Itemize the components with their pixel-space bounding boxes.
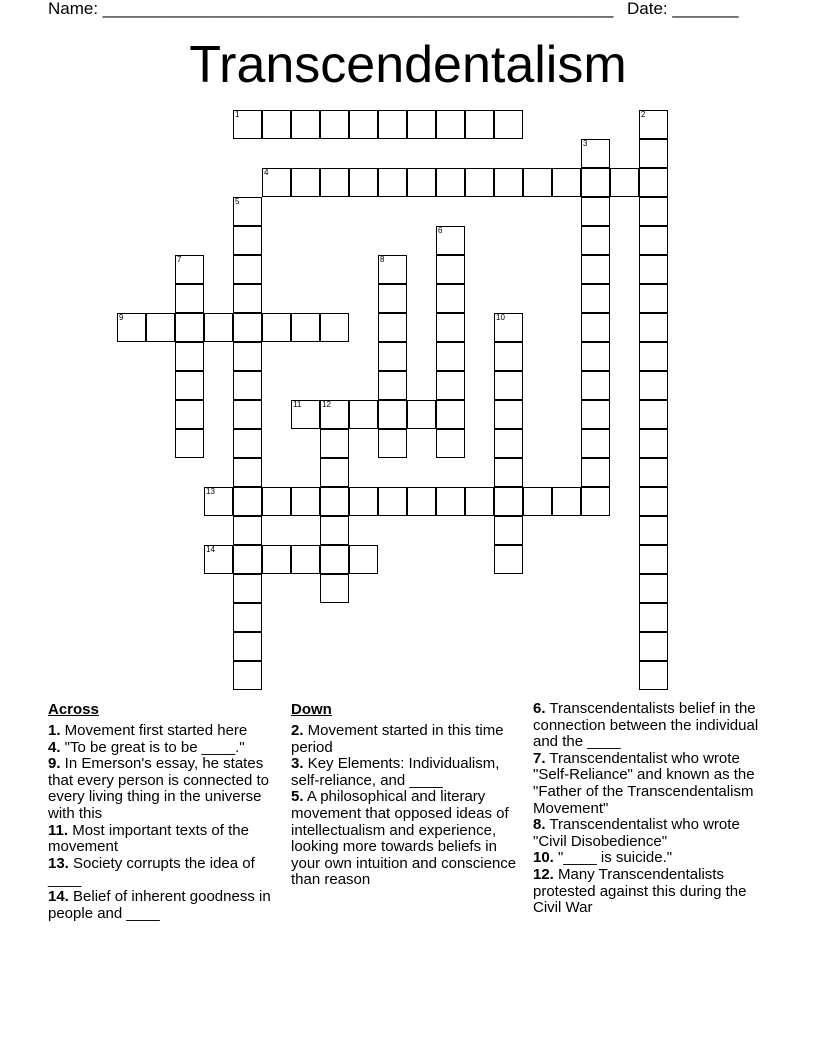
grid-cell[interactable]: [175, 284, 204, 313]
across-heading: Across: [48, 701, 99, 718]
grid-cell[interactable]: [639, 342, 668, 371]
grid-cell[interactable]: [320, 168, 349, 197]
grid-cell[interactable]: [639, 197, 668, 226]
grid-cell[interactable]: [233, 284, 262, 313]
grid-cell[interactable]: [233, 313, 262, 342]
clue: [291, 789, 527, 889]
clue-number: 10.: [533, 849, 554, 867]
grid-cell[interactable]: [581, 429, 610, 458]
grid-cell[interactable]: [262, 545, 291, 574]
grid-cell[interactable]: [233, 226, 262, 255]
clue-number: 12.: [533, 865, 554, 883]
clue: [533, 751, 769, 817]
grid-cell[interactable]: [349, 110, 378, 139]
grid-cell[interactable]: [291, 400, 320, 429]
clue-number: 11.: [48, 821, 69, 839]
grid-cell[interactable]: [378, 400, 407, 429]
grid-cell[interactable]: [204, 545, 233, 574]
clue-number: 10: [496, 313, 505, 322]
clue: [533, 701, 769, 751]
grid-cell[interactable]: [494, 371, 523, 400]
grid-cell[interactable]: [639, 168, 668, 197]
clue-number: 8: [380, 255, 385, 264]
grid-cell[interactable]: [291, 545, 320, 574]
grid-cell[interactable]: [494, 487, 523, 516]
clue-number: 7: [177, 255, 182, 264]
clue-number: 11: [293, 400, 302, 409]
clue-number: 9.: [48, 755, 61, 773]
grid-cell[interactable]: [407, 487, 436, 516]
grid-cell[interactable]: [465, 168, 494, 197]
clue-number: 12: [322, 400, 331, 409]
grid-cell[interactable]: [291, 487, 320, 516]
clue-number: 1: [235, 110, 240, 119]
grid-cell[interactable]: [378, 487, 407, 516]
grid-cell[interactable]: [494, 458, 523, 487]
grid-cell[interactable]: [465, 487, 494, 516]
grid-cell[interactable]: [233, 255, 262, 284]
grid-cell[interactable]: [581, 139, 610, 168]
grid-cell[interactable]: [639, 429, 668, 458]
clue-number: 8.: [533, 816, 546, 834]
grid-cell[interactable]: [320, 516, 349, 545]
clue-text: Transcendentalist who wrote "Civil Disobedience": [533, 816, 740, 850]
grid-cell[interactable]: [233, 400, 262, 429]
clue-text: Movement first started here: [60, 722, 248, 739]
grid-cell[interactable]: [349, 400, 378, 429]
grid-cell[interactable]: [581, 313, 610, 342]
grid-cell[interactable]: [639, 487, 668, 516]
grid-cell[interactable]: [320, 400, 349, 429]
grid-cell[interactable]: [436, 284, 465, 313]
grid-cell[interactable]: [436, 487, 465, 516]
grid-cell[interactable]: [262, 110, 291, 139]
grid-cell[interactable]: [639, 255, 668, 284]
grid-cell[interactable]: [581, 284, 610, 313]
grid-cell[interactable]: [175, 371, 204, 400]
clue-text: In Emerson's essay, he states that every person is connected to every living thing in the universe with this: [48, 755, 269, 822]
down-clues: [291, 701, 527, 889]
grid-cell[interactable]: [233, 574, 262, 603]
grid-cell[interactable]: [320, 574, 349, 603]
clue: [533, 850, 769, 867]
clue-number: 6: [438, 226, 443, 235]
grid-cell[interactable]: [494, 110, 523, 139]
grid-cell[interactable]: [639, 284, 668, 313]
clue-number: 3.: [291, 755, 304, 773]
clue-number: 9: [119, 313, 124, 322]
clue: [48, 740, 284, 757]
clue-number: 2.: [291, 722, 304, 739]
grid-cell[interactable]: [581, 197, 610, 226]
grid-cell[interactable]: [233, 487, 262, 516]
grid-cell[interactable]: [262, 487, 291, 516]
clue-text: Movement started in this time period: [291, 722, 504, 756]
grid-cell[interactable]: [175, 342, 204, 371]
grid-cell[interactable]: [494, 545, 523, 574]
grid-cell[interactable]: [581, 371, 610, 400]
down-heading: Down: [291, 701, 332, 718]
grid-cell[interactable]: [639, 661, 668, 690]
grid-cell[interactable]: [233, 110, 262, 139]
clue-number: 13: [206, 487, 215, 496]
grid-cell[interactable]: [291, 168, 320, 197]
grid-cell[interactable]: [175, 400, 204, 429]
grid-cell[interactable]: [436, 110, 465, 139]
date-field[interactable]: Date: _______: [627, 0, 739, 18]
grid-cell[interactable]: [233, 545, 262, 574]
grid-cell[interactable]: [436, 313, 465, 342]
grid-cell[interactable]: [407, 110, 436, 139]
grid-cell[interactable]: [175, 313, 204, 342]
clue: [533, 867, 769, 917]
grid-cell[interactable]: [291, 110, 320, 139]
grid-cell[interactable]: [639, 603, 668, 632]
grid-cell[interactable]: [117, 313, 146, 342]
grid-cell[interactable]: [233, 603, 262, 632]
grid-cell[interactable]: [639, 632, 668, 661]
grid-cell[interactable]: [494, 516, 523, 545]
clue-number: 6.: [533, 700, 546, 717]
clue: [291, 756, 527, 789]
grid-cell[interactable]: [639, 516, 668, 545]
grid-cell[interactable]: [378, 110, 407, 139]
grid-cell[interactable]: [262, 168, 291, 197]
clue-number: 2: [641, 110, 646, 119]
page-title: Transcendentalism: [189, 36, 627, 94]
grid-cell[interactable]: [494, 400, 523, 429]
clue-number: 5: [235, 197, 240, 206]
clue: [48, 723, 284, 740]
grid-cell[interactable]: [349, 487, 378, 516]
grid-cell[interactable]: [378, 371, 407, 400]
grid-cell[interactable]: [639, 110, 668, 139]
grid-cell[interactable]: [639, 400, 668, 429]
grid-cell[interactable]: [639, 458, 668, 487]
clue-number: 1.: [48, 722, 61, 739]
grid-cell[interactable]: [581, 226, 610, 255]
clue: [533, 817, 769, 850]
grid-cell[interactable]: [610, 168, 639, 197]
grid-cell[interactable]: [436, 400, 465, 429]
grid-cell[interactable]: [320, 545, 349, 574]
grid-cell[interactable]: [378, 255, 407, 284]
grid-cell[interactable]: [175, 429, 204, 458]
clue-text: "To be great is to be ____.": [60, 738, 245, 756]
clue: [48, 856, 284, 889]
grid-cell[interactable]: [146, 313, 175, 342]
grid-cell[interactable]: [436, 371, 465, 400]
grid-cell[interactable]: [581, 168, 610, 197]
clue: [48, 756, 284, 822]
grid-cell[interactable]: [378, 429, 407, 458]
clue: [48, 823, 284, 856]
clue-text: "____ is suicide.": [553, 849, 673, 867]
grid-cell[interactable]: [233, 632, 262, 661]
grid-cell[interactable]: [494, 429, 523, 458]
grid-cell[interactable]: [233, 429, 262, 458]
clue-number: 14: [206, 545, 215, 554]
grid-cell[interactable]: [465, 110, 494, 139]
grid-cell[interactable]: [204, 313, 233, 342]
grid-cell[interactable]: [204, 487, 233, 516]
grid-cell[interactable]: [436, 226, 465, 255]
grid-cell[interactable]: [407, 400, 436, 429]
clue-text: A philosophical and literary movement that opposed ideas of intellectualism and experience, looking more towards beliefs in your own intuition and conscience than reason: [291, 788, 517, 889]
grid-cell[interactable]: [233, 371, 262, 400]
grid-cell[interactable]: [639, 574, 668, 603]
grid-cell[interactable]: [320, 458, 349, 487]
clue-number: 4.: [48, 738, 61, 756]
grid-cell[interactable]: [639, 139, 668, 168]
clue-number: 4: [264, 168, 269, 177]
grid-cell[interactable]: [552, 487, 581, 516]
clue-text: Society corrupts the idea of ____: [48, 854, 255, 889]
grid-cell[interactable]: [639, 545, 668, 574]
clue-number: 3: [583, 139, 588, 148]
clue-number: 7.: [533, 749, 546, 767]
grid-cell[interactable]: [320, 110, 349, 139]
grid-cell[interactable]: [581, 487, 610, 516]
clue: [48, 889, 284, 922]
clue-number: 14.: [48, 887, 69, 905]
clue: [291, 723, 527, 756]
grid-cell[interactable]: [233, 342, 262, 371]
grid-cell[interactable]: [233, 661, 262, 690]
grid-cell[interactable]: [320, 429, 349, 458]
grid-cell[interactable]: [581, 400, 610, 429]
grid-cell[interactable]: [552, 168, 581, 197]
grid-cell[interactable]: [233, 516, 262, 545]
grid-cell[interactable]: [378, 168, 407, 197]
grid-cell[interactable]: [639, 313, 668, 342]
grid-cell[interactable]: [320, 313, 349, 342]
clue-text: Most important texts of the movement: [48, 821, 249, 856]
grid-cell[interactable]: [494, 342, 523, 371]
clue-text: Belief of inherent goodness in people and ____: [48, 887, 271, 922]
grid-cell[interactable]: [262, 313, 291, 342]
clue-text: Key Elements: Individualism, self-reliance, and ____: [291, 755, 500, 789]
grid-cell[interactable]: [175, 255, 204, 284]
grid-cell[interactable]: [349, 545, 378, 574]
grid-cell[interactable]: [436, 429, 465, 458]
grid-cell[interactable]: [378, 313, 407, 342]
down-clues-continued: [533, 701, 769, 917]
grid-cell[interactable]: [436, 342, 465, 371]
grid-cell[interactable]: [407, 168, 436, 197]
grid-cell[interactable]: [523, 487, 552, 516]
clue-number: 5.: [291, 788, 304, 806]
clue-text: Transcendentalist who wrote "Self-Reliance" and known as the "Father of the Transcendentalism Movement": [533, 749, 755, 817]
grid-cell[interactable]: [378, 284, 407, 313]
grid-cell[interactable]: [494, 313, 523, 342]
grid-cell[interactable]: [320, 487, 349, 516]
grid-cell[interactable]: [291, 313, 320, 342]
name-field[interactable]: Name: ______________________________________________________: [48, 0, 614, 18]
clue-text: Many Transcendentalists protested against this during the Civil War: [533, 865, 747, 917]
grid-cell[interactable]: [436, 255, 465, 284]
grid-cell[interactable]: [639, 226, 668, 255]
grid-cell[interactable]: [436, 168, 465, 197]
grid-cell[interactable]: [581, 255, 610, 284]
grid-cell[interactable]: [581, 342, 610, 371]
grid-cell[interactable]: [378, 342, 407, 371]
grid-cell[interactable]: [494, 168, 523, 197]
grid-cell[interactable]: [233, 458, 262, 487]
across-clues: [48, 701, 284, 922]
grid-cell[interactable]: [233, 197, 262, 226]
clue-text: Transcendentalists belief in the connection between the individual and the ____: [533, 700, 759, 751]
grid-cell[interactable]: [581, 458, 610, 487]
grid-cell[interactable]: [349, 168, 378, 197]
grid-cell[interactable]: [639, 371, 668, 400]
clue-number: 13.: [48, 854, 69, 872]
grid-cell[interactable]: [523, 168, 552, 197]
